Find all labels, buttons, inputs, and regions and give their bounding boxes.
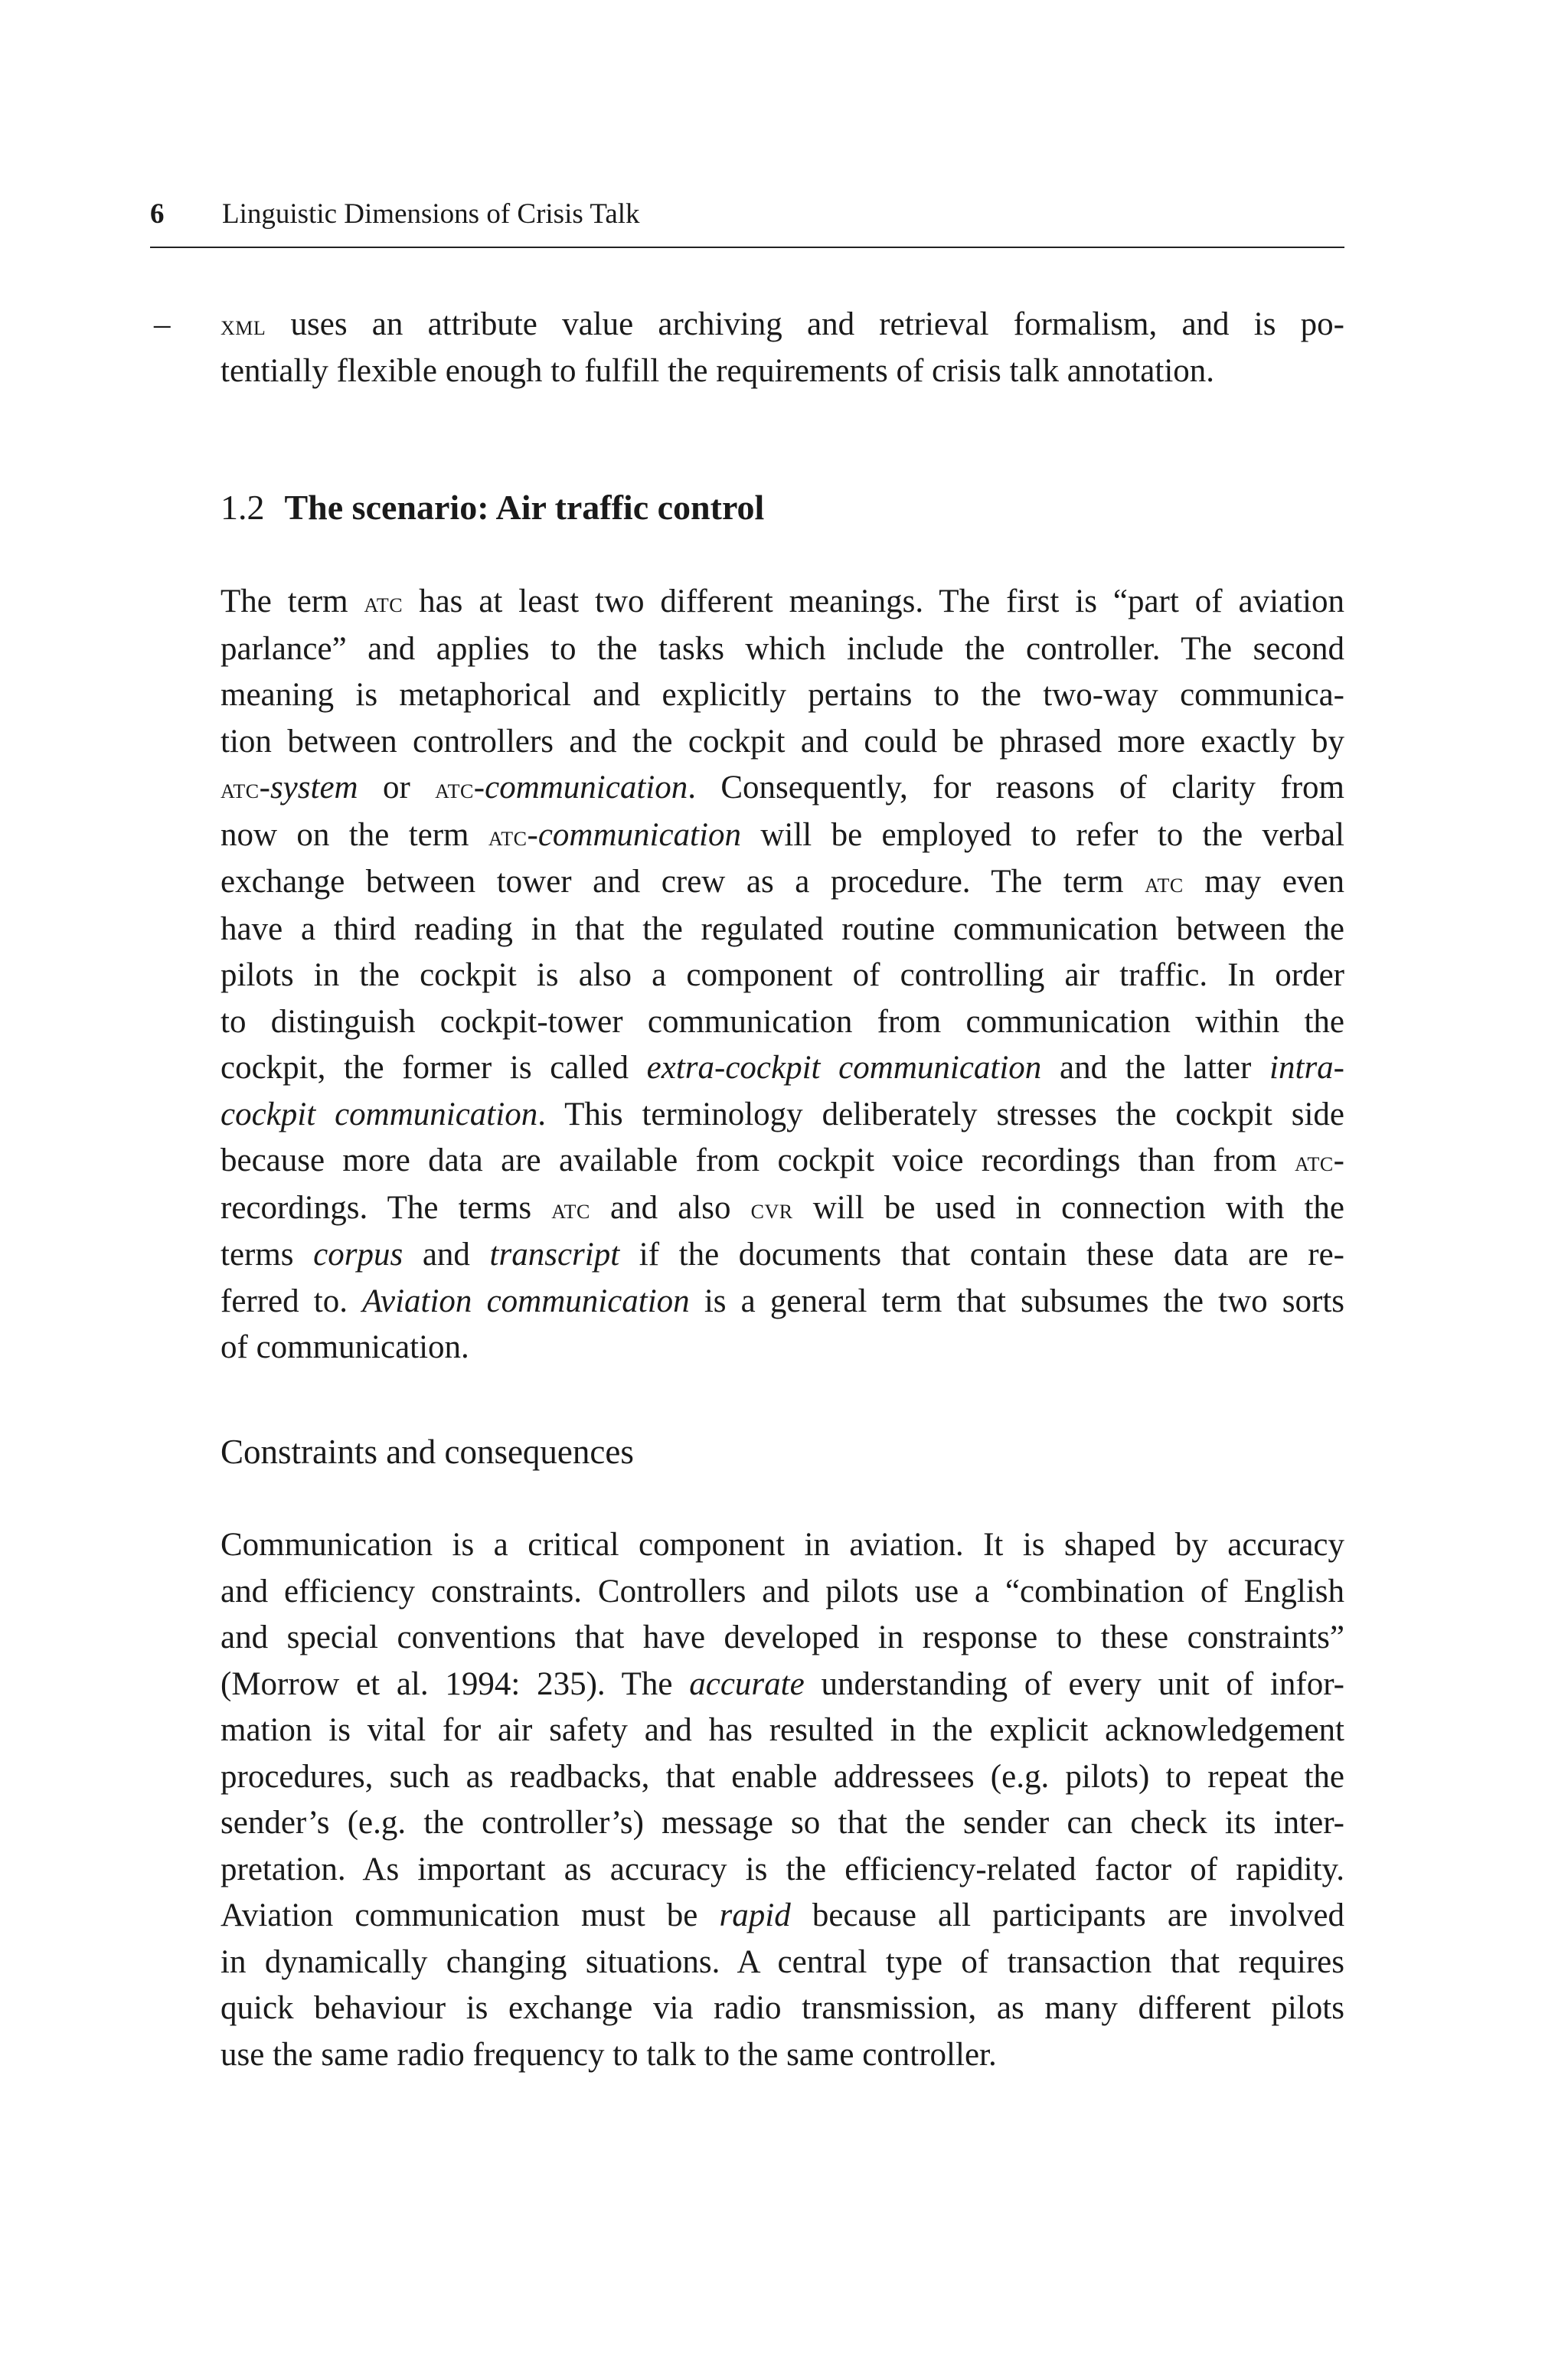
subheading-constraints: Constraints and consequences bbox=[220, 1433, 634, 1471]
text-line: atc-system or atc-communication. Consequently, for reasons of clarity from bbox=[220, 770, 1344, 806]
text-line: parlance” and applies to the tasks which include the controller. The second bbox=[220, 630, 1344, 667]
section-heading bbox=[220, 487, 764, 528]
text-line: (Morrow et al. 1994: 235). The accurate understanding of every unit of infor- bbox=[220, 1665, 1344, 1702]
text-line: to distinguish cockpit-tower communication from communication within the bbox=[220, 1003, 1344, 1040]
text-line: pretation. As important as accuracy is the efficiency-related factor of rapidity. bbox=[220, 1851, 1344, 1887]
text-line: ferred to. Aviation communication is a general term that subsumes the two sorts bbox=[220, 1283, 1344, 1319]
text-line: cockpit communication. This terminology deliberately stresses the cockpit side bbox=[220, 1096, 1344, 1132]
text-line: and special conventions that have developed in response to these constraints” bbox=[220, 1619, 1344, 1655]
text-line: exchange between tower and crew as a procedure. The term atc may even bbox=[220, 864, 1344, 900]
text-line: quick behaviour is exchange via radio transmission, as many different pilots bbox=[220, 1990, 1344, 2026]
running-title: Linguistic Dimensions of Crisis Talk bbox=[222, 198, 640, 230]
running-header bbox=[150, 193, 1344, 248]
text-line: terms corpus and transcript if the documents that contain these data are re- bbox=[220, 1237, 1344, 1273]
text-line: in dynamically changing situations. A central type of transaction that requires bbox=[220, 1943, 1344, 1980]
paragraph-atc bbox=[220, 579, 1344, 1371]
section-title: The scenario: Air traffic control bbox=[284, 488, 765, 527]
text-line: meaning is metaphorical and explicitly pertains to the two-way communica- bbox=[220, 677, 1344, 713]
text-line: The term atc has at least two different meanings. The first is “part of aviation bbox=[220, 583, 1345, 619]
paragraph-constraints bbox=[220, 1522, 1344, 2078]
page-number: 6 bbox=[150, 198, 165, 230]
text-line: Aviation communication must be rapid because all participants are involved bbox=[220, 1897, 1344, 1933]
text-line: now on the term atc-communication will be employed to refer to the verbal bbox=[220, 816, 1344, 853]
text-line: sender’s (e.g. the controller’s) message so that the sender can check its inter- bbox=[220, 1805, 1344, 1841]
section-number: 1.2 bbox=[220, 488, 265, 527]
text-line: cockpit, the former is called extra-cockpit communication and the latter intra- bbox=[220, 1050, 1344, 1086]
text-line: mation is vital for air safety and has resulted in the explicit acknowledgement bbox=[220, 1712, 1344, 1748]
text-line: procedures, such as readbacks, that enable addressees (e.g. pilots) to repeat the bbox=[220, 1758, 1344, 1795]
text-line: tion between controllers and the cockpit and could be phrased more exactly by bbox=[220, 723, 1344, 760]
text-line: pilots in the cockpit is also a component of controlling air traffic. In order bbox=[220, 957, 1344, 993]
text-line: and efficiency constraints. Controllers and pilots use a “combination of English bbox=[220, 1573, 1344, 1610]
text-line: because more data are available from cockpit voice recordings than from atc- bbox=[220, 1142, 1344, 1178]
text-line: Communication is a critical component in aviation. It is shaped by accuracy bbox=[220, 1527, 1344, 1563]
text-line: recordings. The terms atc and also cvr will be used in connection with the bbox=[220, 1189, 1344, 1226]
text-line: have a third reading in that the regulated routine communication between the bbox=[220, 910, 1344, 947]
text-line: of communication. bbox=[220, 1329, 469, 1365]
bullet-line: tentially flexible enough to fulfill the requirements of crisis talk annotation. bbox=[220, 353, 1215, 389]
bullet-dash: – bbox=[154, 306, 171, 342]
text-line: use the same radio frequency to talk to the same controller. bbox=[220, 2036, 997, 2073]
abbrev-xml: xml bbox=[220, 309, 266, 341]
bullet-line: xml uses an attribute value archiving and retrieval formalism, and is po- bbox=[220, 306, 1344, 342]
bullet-item bbox=[154, 302, 1344, 394]
